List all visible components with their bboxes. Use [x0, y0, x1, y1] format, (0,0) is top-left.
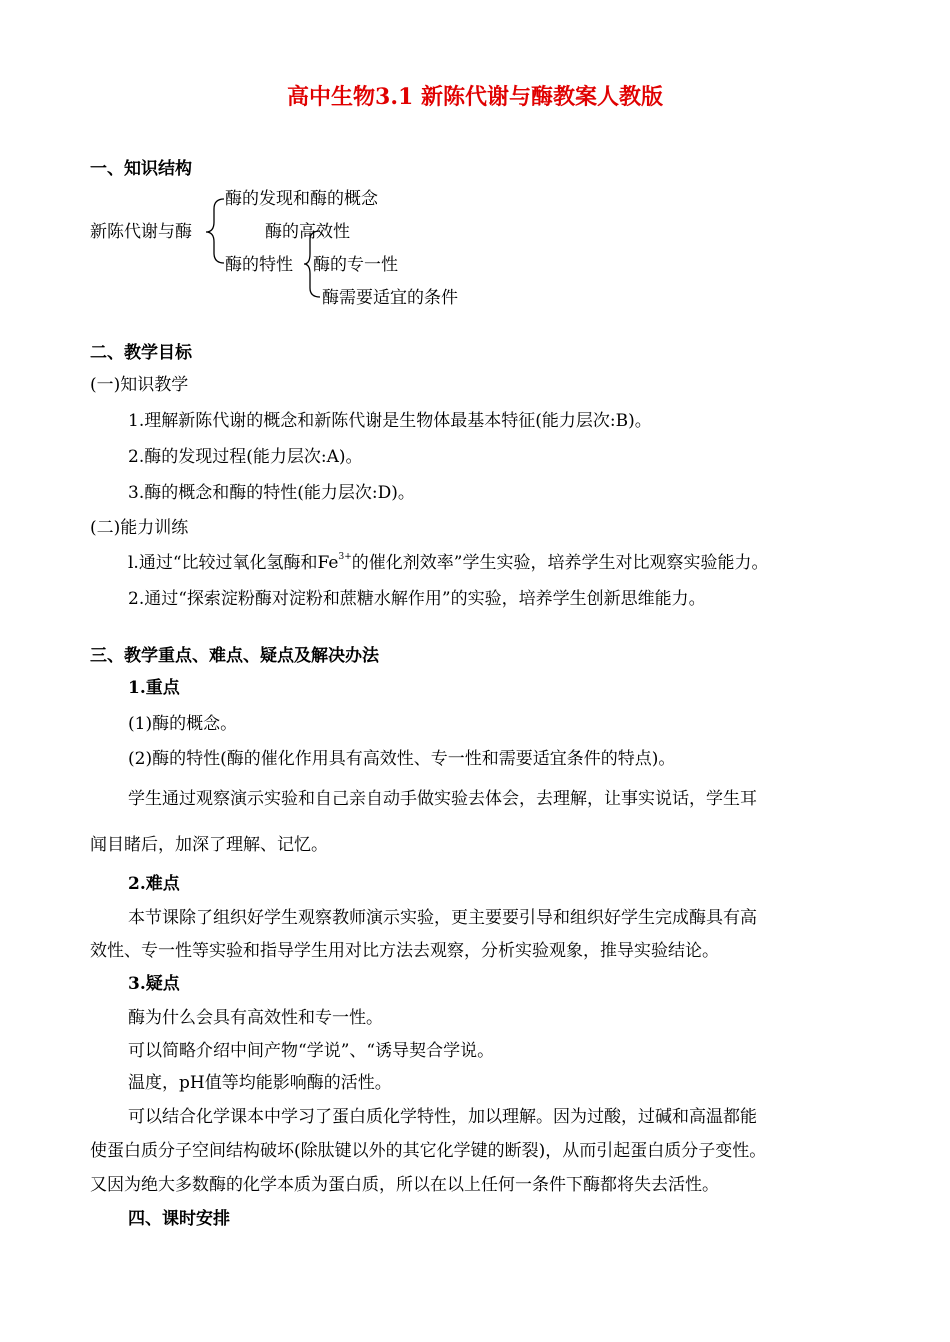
tree-node-properties: 酶的特性: [225, 255, 293, 275]
key-point-paragraph-line-1: 学生通过观察演示实验和自己亲自动手做实验去体会，去理解，让事实说话，学生耳: [128, 789, 757, 809]
subheading-knowledge: (一)知识教学: [90, 375, 189, 395]
section-2-heading: 二、教学目标: [90, 343, 192, 363]
superscript-charge: 3+: [338, 552, 352, 562]
tree-root: 新陈代谢与酶: [90, 222, 192, 242]
ability-item-1: l.通过“比较过氧化氢酶和$Fe^{3+}$的催化剂效率”学生实验，培养学生对比观察实验能力。: [128, 552, 769, 573]
key-point-1: (1)酶的概念。: [128, 714, 238, 734]
subheading-ability: (二)能力训练: [90, 518, 189, 538]
doubt-heading: 3.疑点: [128, 974, 180, 994]
key-point-2: (2)酶的特性(酶的催化作用具有高效性、专一性和需要适宜条件的特点)。: [128, 749, 676, 769]
tree-node-discovery: 酶的发现和酶的概念: [225, 189, 378, 209]
doubt-line-3: 温度，pH值等均能影响酶的活性。: [128, 1073, 392, 1093]
brace-left: [206, 199, 224, 263]
doubt-paragraph-line-1: 可以结合化学课本中学习了蛋白质化学特性，加以理解。因为过酸，过碱和高温都能: [128, 1107, 757, 1127]
difficulty-heading: 2.难点: [128, 874, 180, 894]
section-1-heading: 一、知识结构: [90, 159, 192, 179]
knowledge-item-3: 3.酶的概念和酶的特性(能力层次:D)。: [128, 483, 415, 503]
tree-braces: [0, 0, 950, 340]
doubt-line-1: 酶为什么会具有高效性和专一性。: [128, 1008, 383, 1028]
tree-leaf-efficiency: 酶的高效性: [265, 222, 350, 242]
knowledge-item-1: 1.理解新陈代谢的概念和新陈代谢是生物体最基本特征(能力层次:B)。: [128, 411, 652, 431]
doubt-paragraph-line-3: 又因为绝大多数酶的化学本质为蛋白质，所以在以上任何一条件下酶都将失去活性。: [90, 1175, 719, 1195]
key-point-paragraph-line-2: 闻目睹后，加深了理解、记忆。: [90, 835, 328, 855]
document-title: 高中生物3.1 新陈代谢与酶教案人教版: [287, 84, 663, 110]
knowledge-item-2: 2.酶的发现过程(能力层次:A)。: [128, 447, 363, 467]
brace-right: [304, 231, 320, 297]
section-4-heading: 四、课时安排: [128, 1209, 230, 1229]
section-3-heading: 三、教学重点、难点、疑点及解决办法: [90, 646, 379, 666]
tree-leaf-specificity: 酶的专一性: [313, 255, 398, 275]
doubt-paragraph-line-2: 使蛋白质分子空间结构破坏(除肽键以外的其它化学键的断裂)，从而引起蛋白质分子变性。: [90, 1141, 767, 1161]
tree-leaf-conditions: 酶需要适宜的条件: [322, 288, 458, 308]
ability-item-2: 2.通过“探索淀粉酶对淀粉和蔗糖水解作用”的实验，培养学生创新思维能力。: [128, 589, 706, 609]
difficulty-line-2: 效性、专一性等实验和指导学生用对比方法去观察，分析实验观象，推导实验结论。: [90, 941, 719, 961]
difficulty-line-1: 本节课除了组织好学生观察教师演示实验，更主要要引导和组织好学生完成酶具有高: [128, 908, 757, 928]
doubt-line-2: 可以简略介绍中间产物“学说”、“诱导契合学说。: [128, 1041, 495, 1061]
key-points-heading: 1.重点: [128, 678, 180, 698]
